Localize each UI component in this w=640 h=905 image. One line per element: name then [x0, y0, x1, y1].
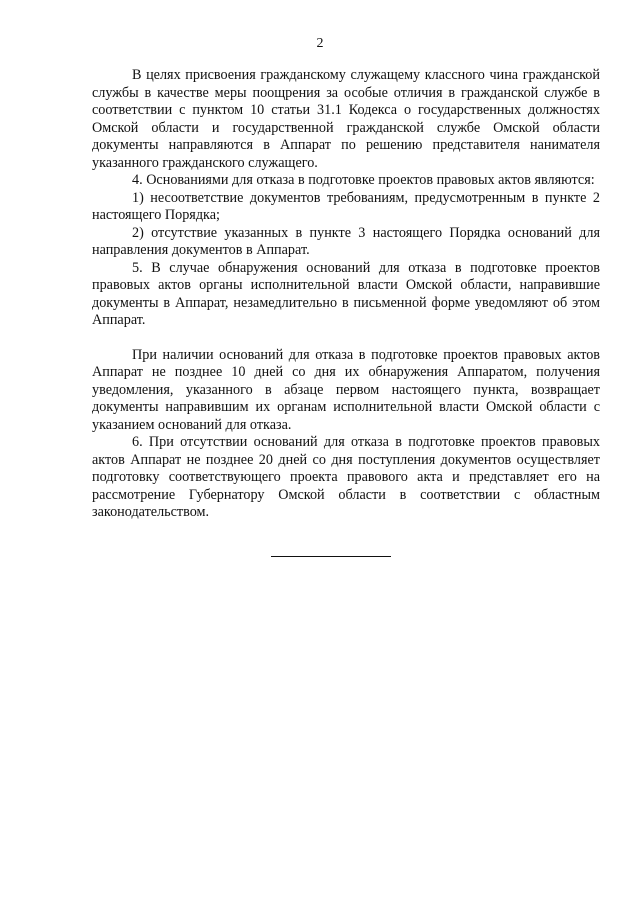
paragraph-refusal-grounds: 4. Основаниями для отказа в подготовке проектов правовых актов являются: — [132, 172, 595, 188]
paragraph-refusal-ground-2: 2) отсутствие указанных в пункте 3 настоящего Порядка оснований для направления документов в Аппарат. — [92, 224, 600, 258]
paragraph-return-documents: При наличии оснований для отказа в подготовке проектов правовых актов Аппарат не позднее 10 дней со дня их обнаружения Аппаратом, получения уведомления, указанного в абзаце первом настоящего пункта, возвращает документы направившим их органам исполнительной власти Омской области с указанием оснований для отказа. — [92, 346, 600, 433]
end-separator-line — [271, 556, 391, 557]
paragraph-rank-assignment: В целях присвоения гражданскому служащему классного чина гражданской службы в качестве меры поощрения за особые отличия в гражданской службе в соответствии с пунктом 10 статьи 31.1 Кодекса о государственных должностях Омской области и государственной гражданской службе Омской области документы направляются в Аппарат по решению представителя нанимателя указанного гражданского служащего. — [92, 67, 600, 171]
paragraph-preparation: 6. При отсутствии оснований для отказа в подготовке проектов правовых актов Аппарат не позднее 20 дней со дня поступления документов осуществляет подготовку соответствующего проекта правового акта и представляет его на рассмотрение Губернатору Омской области в соответствии с областным законодательством. — [92, 434, 600, 520]
paragraph-refusal-ground-1: 1) несоответствие документов требованиям, предусмотренным в пункте 2 настоящего Порядка; — [92, 189, 600, 223]
page-number: 2 — [316, 36, 324, 51]
document-body — [92, 67, 600, 522]
paragraph-notification: 5. В случае обнаружения оснований для отказа в подготовке проектов правовых актов органы исполнительной власти Омской области, направившие документы в Аппарат, незамедлительно в письменной форме уведомляют об этом Аппарат. — [92, 259, 600, 328]
